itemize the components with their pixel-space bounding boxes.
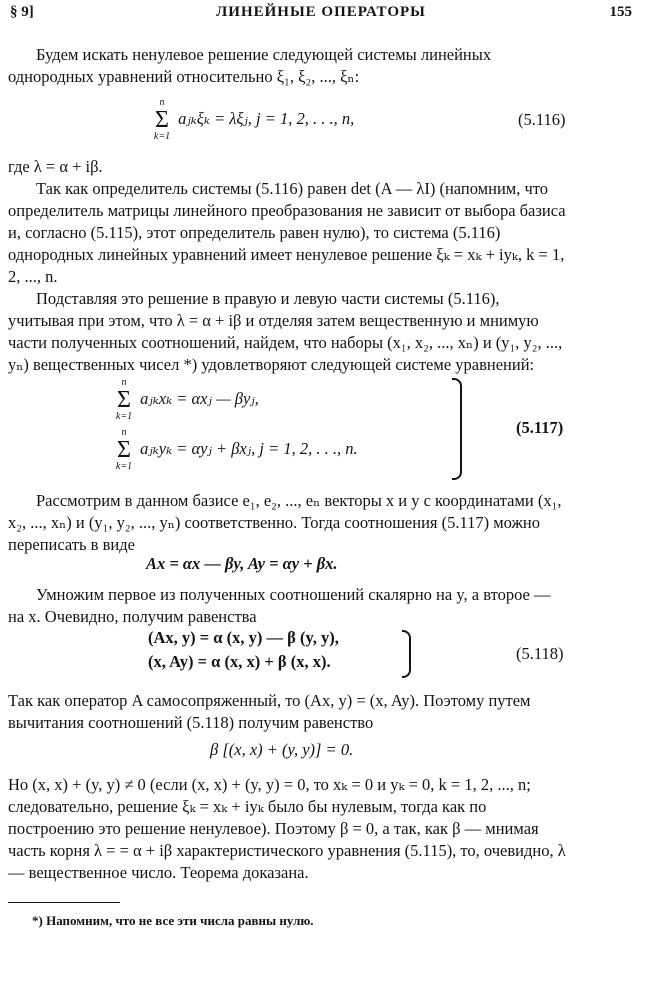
equation-body: aⱼₖξₖ = λξⱼ, j = 1, 2, . . ., n, [178,108,355,128]
equation-5-117-line-2 [112,428,358,472]
equation-body: aⱼₖyₖ = αyⱼ + βxⱼ, j = 1, 2, . . ., n. [140,438,358,458]
equation-5-117-line-1 [112,378,259,422]
equation-number-5-118: (5.118) [516,644,564,663]
paragraph-multiply: Умножим первое из полученных соотношений скалярно на y, а второе — на x. Очевидно, получим равенства [8,585,551,626]
footnote: *) Напомним, что не все эти числа равны нулю. [32,913,314,928]
page-number: 155 [609,4,632,20]
paragraph-basis: Рассмотрим в данном базисе e₁, e₂, ..., eₙ векторы x и y с координатами (x₁, x₂, ..., xₙ) и (y₁, y₂, ..., yₙ) соответственно. Тогда соотношения (5.117) можно переписать в виде [8,491,562,554]
sum-symbol: n Σ k=1 [115,377,133,422]
paragraph-intro: Будем искать ненулевое решение следующей системы линейных однородных уравнений относительно ξ₁, ξ₂, ..., ξₙ: [8,45,492,86]
equation-beta: β [(x, x) + (y, y)] = 0. [210,740,354,759]
sum-symbol: n Σ k=1 [153,97,171,142]
sum-symbol: n Σ k=1 [115,427,133,472]
paragraph-substitution: Подставляя это решение в правую и левую части системы (5.116), учитывая при этом, что λ = α + iβ и отделяя затем вещественную и мнимую части полученных соотношений, найдем, что наборы (x₁, x₂, ..., xₙ) и (y₁, y₂, ..., yₙ) вещественных чисел *) удовлетворяют следующей системе уравнений: [8,289,563,374]
footnote-rule [8,902,120,903]
paragraph-conclusion: Но (x, x) + (y, y) ≠ 0 (если (x, x) + (y, y) = 0, то xₖ = 0 и yₖ = 0, k = 1, 2, ..., n; следовательно, решение ξₖ = xₖ + iyₖ было бы нулевым, тогда как по построению это решение ненулевое). Поэтому β = 0, а так, как β — мнимая часть корня λ = = α + iβ характеристического уравнения (5.115), то, очевидно, λ — вещественное число. Теорема доказана. [8,775,566,882]
chapter-title: ЛИНЕЙНЫЕ ОПЕРАТОРЫ [216,4,426,20]
paragraph-determinant: Так как определитель системы (5.116) равен det (A — λI) (напомним, что определитель матрицы линейного преобразования не зависит от выбора базиса и, согласно (5.115), этот определитель равен нулю), то система (5.116) однородных линейных уравнений имеет ненулевое решение ξₖ = xₖ + iyₖ, k = 1, 2, ..., n. [8,179,566,286]
paragraph-lambda-def: где λ = α + iβ. [8,157,103,176]
running-header [10,4,632,22]
equation-number-5-116: (5.116) [518,110,566,129]
equation-5-118-line-2: (x, Ay) = α (x, x) + β (x, x). [148,652,331,671]
equation-5-118-line-1: (Ax, y) = α (x, y) — β (y, y), [148,628,339,647]
equation-number-5-117: (5.117) [516,418,564,437]
equation-5-116 [150,98,354,142]
paragraph-self-adjoint: Так как оператор A самосопряженный, то (Ax, y) = (x, Ay). Поэтому путем вычитания соотношений (5.118) получим равенство [8,691,531,732]
right-brace [452,378,462,480]
equation-vector-form: Ax = αx — βy, Ay = αy + βx. [146,554,338,573]
section-marker: § 9] [10,4,34,20]
right-brace [402,630,411,678]
equation-body: aⱼₖxₖ = αxⱼ — βyⱼ, [140,388,259,408]
